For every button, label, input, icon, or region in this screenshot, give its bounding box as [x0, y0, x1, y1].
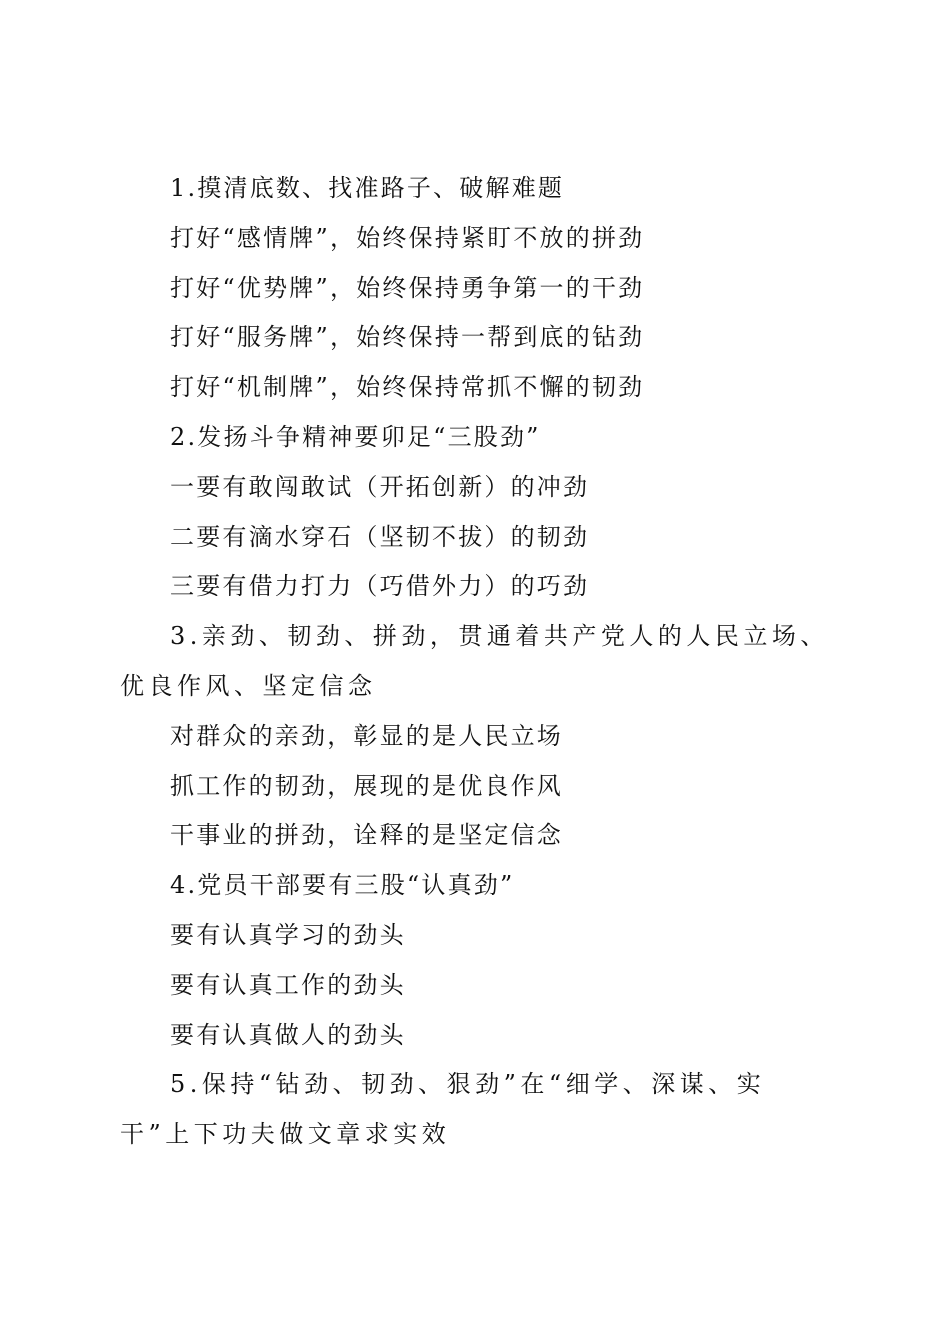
list-item: 一要有敢闯敢试（开拓创新）的冲劲	[170, 472, 590, 501]
list-item: 打好“感情牌”，始终保持紧盯不放的拼劲	[170, 223, 645, 252]
section-heading-2: 2.发扬斗争精神要卯足“三股劲”	[170, 422, 541, 451]
list-item: 干事业的拼劲，诠释的是坚定信念	[170, 821, 563, 850]
list-item: 打好“服务牌”，始终保持一帮到底的钻劲	[170, 323, 645, 352]
document-body	[120, 164, 836, 1160]
section-heading-4: 4.党员干部要有三股“认真劲”	[170, 871, 515, 900]
list-item: 要有认真学习的劲头	[170, 920, 406, 949]
list-item: 抓工作的韧劲，展现的是优良作风	[170, 771, 563, 800]
list-item: 二要有滴水穿石（坚韧不拔）的韧劲	[170, 522, 590, 551]
list-item: 打好“机制牌”，始终保持常抓不懈的韧劲	[170, 373, 645, 402]
list-item: 要有认真工作的劲头	[170, 970, 406, 999]
section-heading-1: 1.摸清底数、找准路子、破解难题	[170, 174, 565, 202]
list-item: 三要有借力打力（巧借外力）的巧劲	[170, 572, 590, 601]
list-item: 打好“优势牌”，始终保持勇争第一的干劲	[170, 273, 645, 302]
list-item: 要有认真做人的劲头	[170, 1020, 406, 1049]
list-item: 对群众的亲劲，彰显的是人民立场	[170, 721, 563, 750]
section-heading-3: 3.亲劲、韧劲、拼劲，贯通着共产党人的人民立场、优良作风、坚定信念	[120, 622, 829, 700]
section-heading-5: 5.保持“钻劲、韧劲、狠劲”在“细学、深谋、实干”上下功夫做文章求实效	[120, 1070, 766, 1149]
